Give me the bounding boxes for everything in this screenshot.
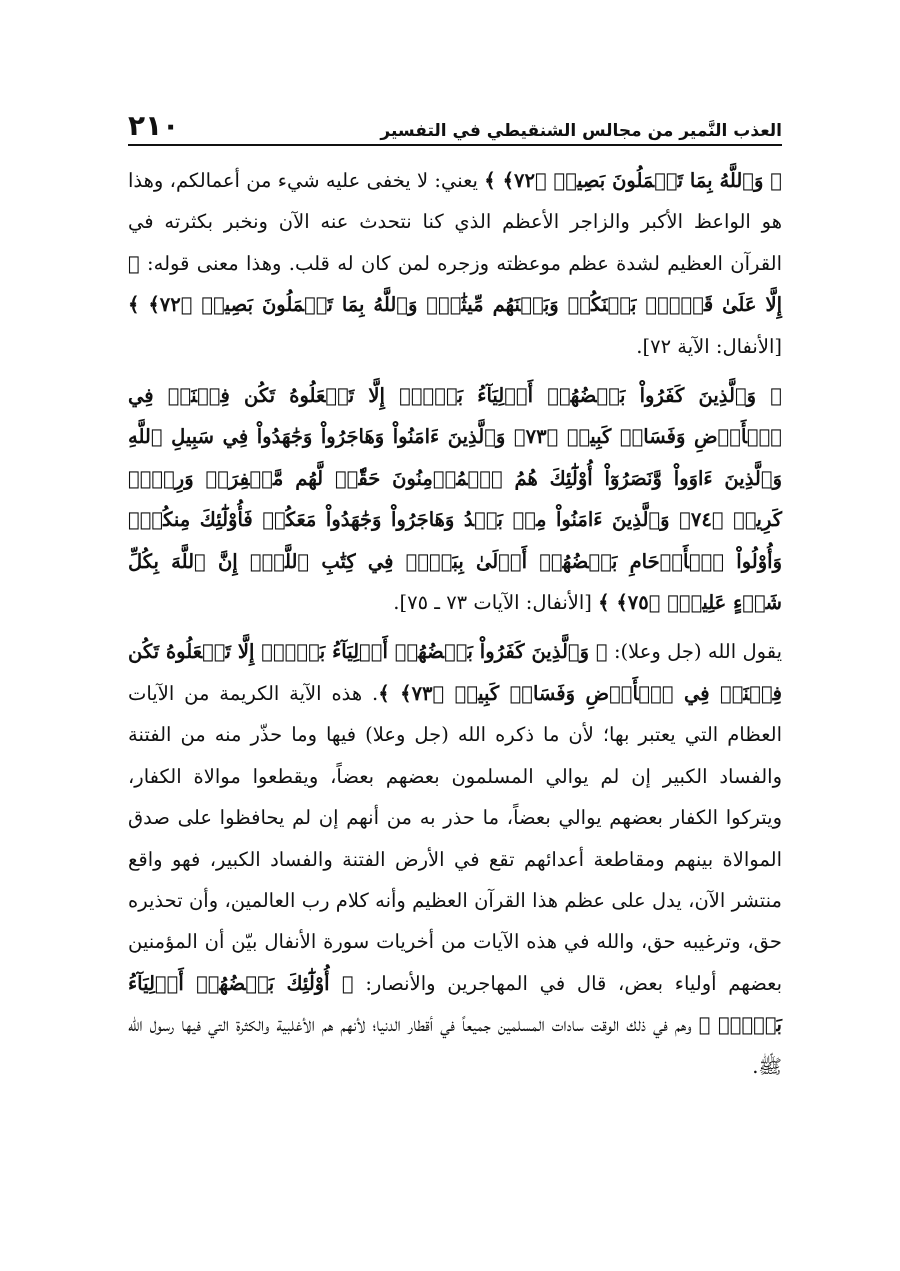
page-header [128, 106, 782, 146]
paragraph-1 [128, 160, 782, 367]
quran-verse: ﴿ وَٱللَّهُ بِمَا تَعۡمَلُونَ بَصِيرٞ ﴿٧٢﴾ ﴾ [484, 169, 783, 192]
page-number: ٢١٠ [128, 109, 180, 142]
verse-reference: [الأنفال: الآيات ٧٣ ـ ٧٥]. [393, 591, 599, 615]
body-text [128, 160, 782, 1087]
commentary-text: يقول الله (جل وعلا): [607, 640, 782, 664]
commentary-text: وهم في ذلك الوقت سادات المسلمين جميعاً في أقطار الدنيا؛ لأنهم هم الأغلبية والكثرة التي فيها رسول الله ﷺ. [128, 1013, 782, 1078]
paragraph-2 [128, 375, 782, 623]
book-page [128, 106, 782, 1186]
commentary-text: يعني: لا يخفى عليه شيء من أعمالكم، وهذا هو الواعظ الأكبر والزاجر الأعظم الذي كنا نتحدث عنه الآن ونخبر بكثرته في القرآن العظيم لشدة عظم موعظته وزجره لمن كان له قلب. وهذا معنى قوله: [128, 169, 782, 275]
verse-reference: [الأنفال: الآية ٧٢]. [636, 334, 782, 358]
paragraph-3 [128, 631, 782, 1086]
running-title: العذب النَّمير من مجالس الشنقيطي في التفسير [380, 121, 782, 141]
quran-verse: ﴿ أُوْلَٰٓئِكَ بَعۡضُهُمۡ أَوۡلِيَآءُ بَعۡضٖۚ ﴾ [128, 971, 782, 1037]
commentary-text: . هذه الآية الكريمة من الآيات العظام التي يعتبر بها؛ لأن ما ذكره الله (جل وعلا) فيها وما حذّر منه من الفتنة والفساد الكبير إن لم يوالي المسلمون بعضهم بعضاً، ويقطعوا موالاة الكفار، ويتركوا الكفار بعضهم يوالي بعضاً، ما حذر به من أنهم إن لم يحافظوا على صدق الموالاة بينهم ومقاطعة أعدائهم تقع في الأرض الفتنة والفساد الكبير، فهو واقع منتشر الآن، يدل على عظم هذا القرآن العظيم وأنه كلام رب العالمين، وأن تحذيره حق، وترغيبه حق، والله في هذه الآيات من أخريات سورة الأنفال بيّن أن المؤمنين بعضهم أولياء بعض، قال في المهاجرين والأنصار: [128, 681, 782, 995]
quran-verse: ﴿ إِلَّا عَلَىٰ قَوۡمِۭ بَيۡنَكُمۡ وَبَيۡنَهُم مِّيثَٰقٞۗ وَٱللَّهُ بِمَا تَعۡمَلُونَ بَصِيرٞ ﴿٧٢﴾ ﴾ [128, 251, 783, 317]
quran-verse: ﴿ وَٱلَّذِينَ كَفَرُواْ بَعۡضُهُمۡ أَوۡلِيَآءُ بَعۡضٍۚ إِلَّا تَفۡعَلُوهُ تَكُن فِتۡنَةٞ فِي ٱلۡأَرۡضِ وَفَسَادٞ كَبِيرٞ ﴿٧٣﴾ ﴾ [128, 640, 783, 705]
quran-verse: ﴿ وَٱلَّذِينَ كَفَرُواْ بَعۡضُهُمۡ أَوۡلِيَآءُ بَعۡضٍۚ إِلَّا تَفۡعَلُوهُ تَكُن فِتۡنَةٞ فِي ٱلۡأَرۡضِ وَفَسَادٞ كَبِيرٞ ﴿٧٣﴾ وَٱلَّذِينَ ءَامَنُواْ وَهَاجَرُواْ وَجَٰهَدُواْ فِي سَبِيلِ ٱللَّهِ وَٱلَّذِينَ ءَاوَواْ وَّنَصَرُوٓاْ أُوْلَٰٓئِكَ هُمُ ٱلۡمُؤۡمِنُونَ حَقّٗاۚ لَّهُم مَّغۡفِرَةٞ وَرِزۡقٞ كَرِيمٞ ﴿٧٤﴾ وَٱلَّذِينَ ءَامَنُواْ مِنۢ بَعۡدُ وَهَاجَرُواْ وَجَٰهَدُواْ مَعَكُمۡ فَأُوْلَٰٓئِكَ مِنكُمۡۚ وَأُوْلُواْ ٱلۡأَرۡحَامِ بَعۡضُهُمۡ أَوۡلَىٰ بِبَعۡضٖ فِي كِتَٰبِ ٱللَّهِۚ إِنَّ ٱللَّهَ بِكُلِّ شَيۡءٍ عَلِيمُۢ ﴿٧٥﴾ ﴾ [128, 384, 782, 615]
